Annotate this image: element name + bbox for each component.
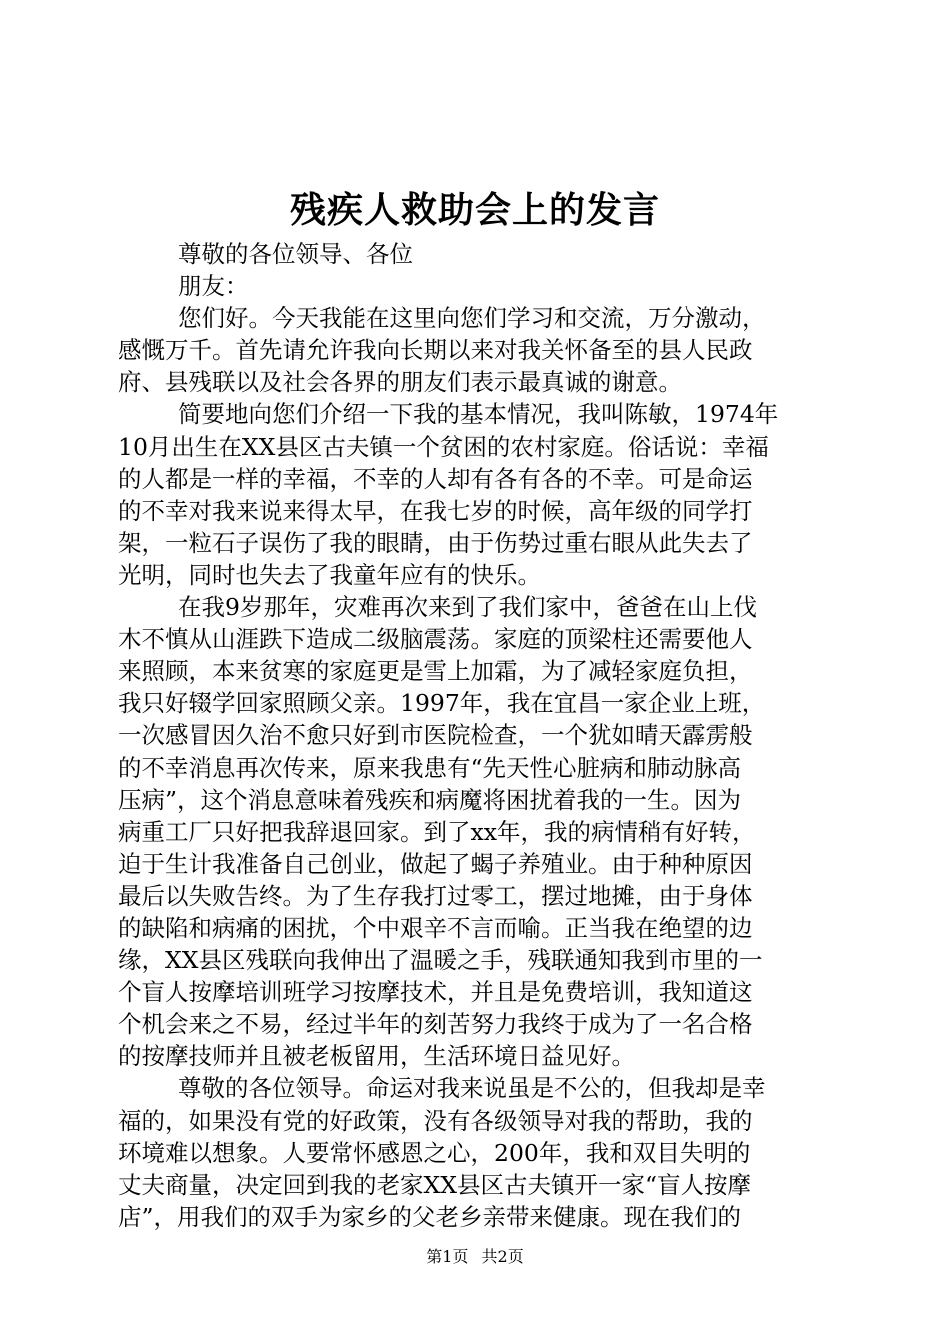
body-line: 一次感冒因久治不愈只好到市医院检查，一个犹如晴天霹雳般 xyxy=(118,721,753,750)
page-number: 第1页 xyxy=(426,1247,469,1266)
page-footer xyxy=(0,1244,950,1267)
body-line: 缘，XX县区残联向我伸出了温暖之手，残联通知我到市里的一 xyxy=(118,946,763,975)
body-line: 我只好辍学回家照顾父亲。1997年，我在宜昌一家企业上班， xyxy=(118,689,766,718)
body-line: 架，一粒石子误伤了我的眼睛，由于伤势过重右眼从此失去了 xyxy=(118,528,753,557)
body-line: 在我9岁那年，灾难再次来到了我们家中，爸爸在山上伐 xyxy=(178,593,757,622)
body-line: 的不幸对我来说来得太早，在我七岁的时候，高年级的同学打 xyxy=(118,496,753,525)
body-line: 府、县残联以及社会各界的朋友们表示最真诚的谢意。 xyxy=(118,368,682,397)
body-line: 病重工厂只好把我辞退回家。到了xx年，我的病情稍有好转， xyxy=(118,817,756,846)
body-line: 朋友： xyxy=(178,272,249,301)
document-body xyxy=(118,238,830,1233)
body-line: 个机会来之不易，经过半年的刻苦努力我终于成为了一名合格 xyxy=(118,1010,753,1039)
body-line: 您们好。今天我能在这里向您们学习和交流，万分激动， xyxy=(178,304,766,333)
body-line: 尊敬的各位领导。命运对我来说虽是不公的，但我却是幸 xyxy=(178,1074,766,1103)
body-line: 尊敬的各位领导、各位 xyxy=(178,240,413,268)
body-line: 10月出生在XX县区古夫镇一个贫困的农村家庭。俗话说：幸福 xyxy=(118,432,769,461)
body-line: 迫于生计我准备自己创业，做起了蝎子养殖业。由于种种原因 xyxy=(118,849,753,878)
document-title: 残疾人救助会上的发言 xyxy=(289,189,660,231)
body-line: 的人都是一样的幸福，不幸的人却有各有各的不幸。可是命运 xyxy=(118,464,753,493)
body-line: 的不幸消息再次传来，原来我患有“先天性心脏病和肺动脉高 xyxy=(118,753,742,782)
body-line: 丈夫商量，决定回到我的老家XX县区古夫镇开一家“盲人按摩 xyxy=(118,1170,751,1199)
body-line: 木不慎从山涯跌下造成二级脑震荡。家庭的顶梁柱还需要他人 xyxy=(118,625,753,654)
body-line: 来照顾，本来贫寒的家庭更是雪上加霜，为了减轻家庭负担， xyxy=(118,657,753,686)
body-line: 福的，如果没有党的好政策，没有各级领导对我的帮助，我的 xyxy=(118,1106,753,1135)
body-line: 感慨万千。首先请允许我向长期以来对我关怀备至的县人民政 xyxy=(118,336,753,365)
body-line: 最后以失败告终。为了生存我打过零工，摆过地摊，由于身体 xyxy=(118,881,753,910)
body-line: 光明，同时也失去了我童年应有的快乐。 xyxy=(118,560,541,589)
body-line: 简要地向您们介绍一下我的基本情况，我叫陈敏，1974年 xyxy=(178,400,779,429)
body-line: 环境难以想象。人要常怀感恩之心，200年，我和双目失明的 xyxy=(118,1138,751,1167)
body-line: 的缺陷和病痛的困扰，个中艰辛不言而喻。正当我在绝望的边 xyxy=(118,913,753,942)
body-line: 个盲人按摩培训班学习按摩技术，并且是免费培训，我知道这 xyxy=(118,978,753,1007)
body-line: 压病”，这个消息意味着残疾和病魔将困扰着我的一生。因为 xyxy=(118,785,742,814)
page-total: 共2页 xyxy=(481,1247,524,1266)
body-line: 店”，用我们的双手为家乡的父老乡亲带来健康。现在我们的 xyxy=(118,1202,742,1231)
body-line: 的按摩技师并且被老板留用，生活环境日益见好。 xyxy=(118,1042,635,1071)
